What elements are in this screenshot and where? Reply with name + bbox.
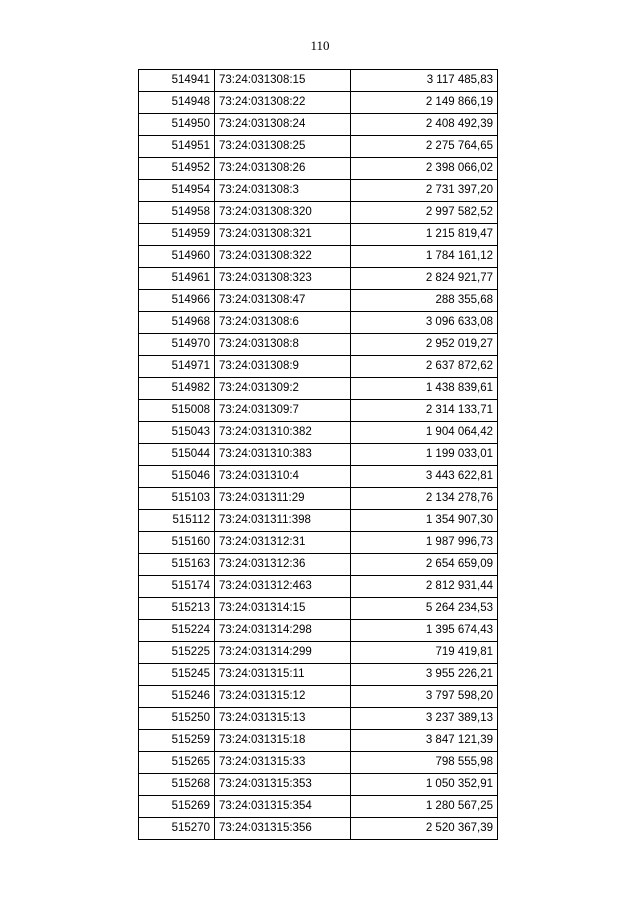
table-row <box>139 730 498 752</box>
value-cell: 2 134 278,76 <box>351 488 498 510</box>
row-id-cell: 515046 <box>139 466 215 488</box>
table-row <box>139 180 498 202</box>
row-id-cell: 515008 <box>139 400 215 422</box>
cadastral-number-cell: 73:24:031312:31 <box>215 532 351 554</box>
table-row <box>139 356 498 378</box>
value-cell: 1 215 819,47 <box>351 224 498 246</box>
table-row <box>139 664 498 686</box>
row-id-cell: 514951 <box>139 136 215 158</box>
table-body <box>139 70 498 840</box>
value-cell: 1 354 907,30 <box>351 510 498 532</box>
value-cell: 2 149 866,19 <box>351 92 498 114</box>
cadastral-number-cell: 73:24:031310:4 <box>215 466 351 488</box>
value-cell: 3 117 485,83 <box>351 70 498 92</box>
cadastral-number-cell: 73:24:031308:323 <box>215 268 351 290</box>
table-row <box>139 752 498 774</box>
cadastral-number-cell: 73:24:031309:2 <box>215 378 351 400</box>
cadastral-number-cell: 73:24:031308:322 <box>215 246 351 268</box>
value-cell: 2 520 367,39 <box>351 818 498 840</box>
row-id-cell: 515246 <box>139 686 215 708</box>
cadastral-number-cell: 73:24:031312:36 <box>215 554 351 576</box>
row-id-cell: 514970 <box>139 334 215 356</box>
row-id-cell: 514961 <box>139 268 215 290</box>
table-row <box>139 70 498 92</box>
cadastral-number-cell: 73:24:031308:3 <box>215 180 351 202</box>
value-cell: 2 997 582,52 <box>351 202 498 224</box>
table-row <box>139 422 498 444</box>
table-row <box>139 268 498 290</box>
row-id-cell: 515224 <box>139 620 215 642</box>
cadastral-number-cell: 73:24:031308:22 <box>215 92 351 114</box>
row-id-cell: 514971 <box>139 356 215 378</box>
row-id-cell: 515269 <box>139 796 215 818</box>
value-cell: 1 438 839,61 <box>351 378 498 400</box>
row-id-cell: 515160 <box>139 532 215 554</box>
value-cell: 2 824 921,77 <box>351 268 498 290</box>
cadastral-number-cell: 73:24:031315:12 <box>215 686 351 708</box>
table-row <box>139 642 498 664</box>
value-cell: 2 654 659,09 <box>351 554 498 576</box>
value-cell: 1 784 161,12 <box>351 246 498 268</box>
value-cell: 2 952 019,27 <box>351 334 498 356</box>
table-row <box>139 444 498 466</box>
table-row <box>139 400 498 422</box>
table-row <box>139 312 498 334</box>
cadastral-number-cell: 73:24:031308:15 <box>215 70 351 92</box>
cadastral-value-table <box>138 69 498 840</box>
page-number: 110 <box>310 38 330 53</box>
table-row <box>139 290 498 312</box>
row-id-cell: 514950 <box>139 114 215 136</box>
value-cell: 3 847 121,39 <box>351 730 498 752</box>
table-row <box>139 554 498 576</box>
row-id-cell: 515250 <box>139 708 215 730</box>
value-cell: 3 096 633,08 <box>351 312 498 334</box>
row-id-cell: 514941 <box>139 70 215 92</box>
table-row <box>139 708 498 730</box>
cadastral-number-cell: 73:24:031309:7 <box>215 400 351 422</box>
table-row <box>139 774 498 796</box>
row-id-cell: 514982 <box>139 378 215 400</box>
row-id-cell: 514954 <box>139 180 215 202</box>
value-cell: 2 398 066,02 <box>351 158 498 180</box>
table-row <box>139 224 498 246</box>
value-cell: 1 050 352,91 <box>351 774 498 796</box>
cadastral-number-cell: 73:24:031315:356 <box>215 818 351 840</box>
cadastral-number-cell: 73:24:031308:321 <box>215 224 351 246</box>
row-id-cell: 514960 <box>139 246 215 268</box>
value-cell: 1 987 996,73 <box>351 532 498 554</box>
row-id-cell: 514959 <box>139 224 215 246</box>
row-id-cell: 515259 <box>139 730 215 752</box>
value-cell: 2 275 764,65 <box>351 136 498 158</box>
row-id-cell: 515112 <box>139 510 215 532</box>
row-id-cell: 515225 <box>139 642 215 664</box>
table-row <box>139 532 498 554</box>
table-row <box>139 92 498 114</box>
value-cell: 5 264 234,53 <box>351 598 498 620</box>
table-row <box>139 686 498 708</box>
table-row <box>139 488 498 510</box>
cadastral-number-cell: 73:24:031308:8 <box>215 334 351 356</box>
row-id-cell: 515268 <box>139 774 215 796</box>
table-row <box>139 136 498 158</box>
cadastral-number-cell: 73:24:031312:463 <box>215 576 351 598</box>
cadastral-number-cell: 73:24:031315:11 <box>215 664 351 686</box>
row-id-cell: 514968 <box>139 312 215 334</box>
table-row <box>139 620 498 642</box>
row-id-cell: 515174 <box>139 576 215 598</box>
cadastral-number-cell: 73:24:031308:6 <box>215 312 351 334</box>
value-cell: 3 237 389,13 <box>351 708 498 730</box>
cadastral-number-cell: 73:24:031308:47 <box>215 290 351 312</box>
table-row <box>139 796 498 818</box>
value-cell: 3 797 598,20 <box>351 686 498 708</box>
table-row <box>139 466 498 488</box>
value-cell: 1 280 567,25 <box>351 796 498 818</box>
cadastral-number-cell: 73:24:031315:13 <box>215 708 351 730</box>
row-id-cell: 514948 <box>139 92 215 114</box>
cadastral-number-cell: 73:24:031308:25 <box>215 136 351 158</box>
row-id-cell: 514958 <box>139 202 215 224</box>
value-cell: 2 731 397,20 <box>351 180 498 202</box>
cadastral-number-cell: 73:24:031310:383 <box>215 444 351 466</box>
row-id-cell: 515044 <box>139 444 215 466</box>
cadastral-number-cell: 73:24:031308:24 <box>215 114 351 136</box>
table-row <box>139 246 498 268</box>
table-row <box>139 114 498 136</box>
cadastral-number-cell: 73:24:031308:320 <box>215 202 351 224</box>
row-id-cell: 515270 <box>139 818 215 840</box>
cadastral-number-cell: 73:24:031308:9 <box>215 356 351 378</box>
value-cell: 2 408 492,39 <box>351 114 498 136</box>
cadastral-number-cell: 73:24:031315:353 <box>215 774 351 796</box>
table-row <box>139 158 498 180</box>
cadastral-number-cell: 73:24:031315:354 <box>215 796 351 818</box>
row-id-cell: 515213 <box>139 598 215 620</box>
value-cell: 2 637 872,62 <box>351 356 498 378</box>
value-cell: 3 955 226,21 <box>351 664 498 686</box>
value-cell: 2 314 133,71 <box>351 400 498 422</box>
cadastral-number-cell: 73:24:031315:18 <box>215 730 351 752</box>
row-id-cell: 515103 <box>139 488 215 510</box>
cadastral-number-cell: 73:24:031310:382 <box>215 422 351 444</box>
row-id-cell: 514952 <box>139 158 215 180</box>
row-id-cell: 514966 <box>139 290 215 312</box>
value-cell: 719 419,81 <box>351 642 498 664</box>
value-cell: 1 904 064,42 <box>351 422 498 444</box>
table-row <box>139 818 498 840</box>
table-row <box>139 378 498 400</box>
cadastral-number-cell: 73:24:031315:33 <box>215 752 351 774</box>
value-cell: 798 555,98 <box>351 752 498 774</box>
value-cell: 3 443 622,81 <box>351 466 498 488</box>
cadastral-number-cell: 73:24:031314:15 <box>215 598 351 620</box>
value-cell: 288 355,68 <box>351 290 498 312</box>
table-row <box>139 598 498 620</box>
row-id-cell: 515043 <box>139 422 215 444</box>
row-id-cell: 515245 <box>139 664 215 686</box>
table-row <box>139 334 498 356</box>
cadastral-number-cell: 73:24:031311:29 <box>215 488 351 510</box>
cadastral-number-cell: 73:24:031308:26 <box>215 158 351 180</box>
row-id-cell: 515265 <box>139 752 215 774</box>
table-row <box>139 202 498 224</box>
cadastral-number-cell: 73:24:031314:299 <box>215 642 351 664</box>
cadastral-number-cell: 73:24:031311:398 <box>215 510 351 532</box>
row-id-cell: 515163 <box>139 554 215 576</box>
value-cell: 1 395 674,43 <box>351 620 498 642</box>
value-cell: 2 812 931,44 <box>351 576 498 598</box>
cadastral-number-cell: 73:24:031314:298 <box>215 620 351 642</box>
table-row <box>139 576 498 598</box>
table-row <box>139 510 498 532</box>
value-cell: 1 199 033,01 <box>351 444 498 466</box>
